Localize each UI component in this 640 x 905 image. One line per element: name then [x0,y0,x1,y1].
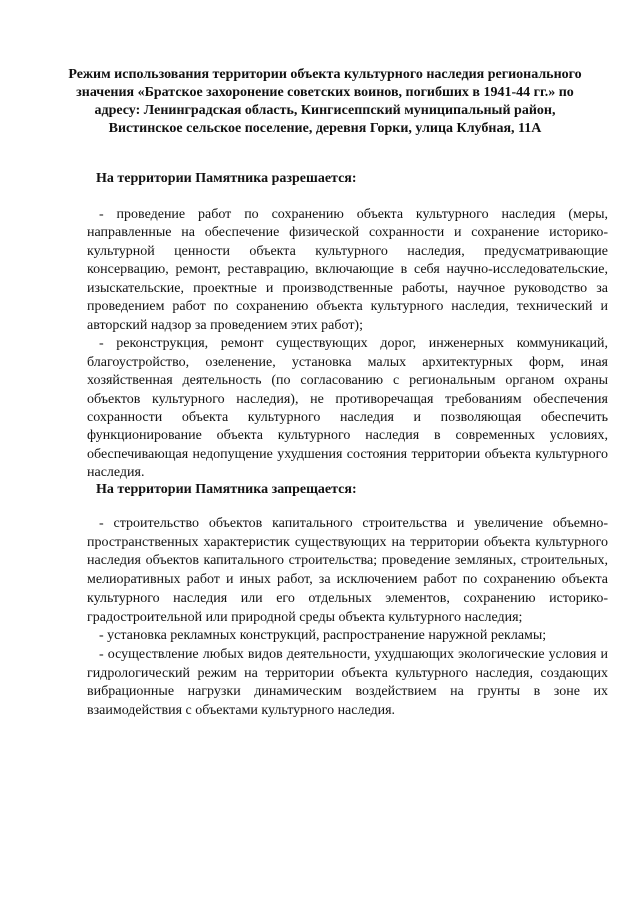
document-title: Режим использования территории объекта культурного наследия регионального значения «Братское захоронение советских воинов, погибших в 1941-44 гг.» по адресу: Ленинградская область, Кингисеппский муниципальный район, Вистинское сельское поселение, деревня Горки, улица Клубная, 11А [68,67,582,136]
allowed-item: - реконструкция, ремонт существующих дорог, инженерных коммуникаций, благоустройство, озеленение, установка малых архитектурных форм, иная хозяйственная деятельность (по согласованию с региональным органом охраны объектов культурного наследия), не противоречащая требованиям обеспечения сохранности объекта культурного наследия и позволяющая обеспечить функционирование объекта культурного наследия в современных условиях, обеспечивающая недопущение ухудшения состояния территории объекта культурного наследия. [87,336,608,481]
allowed-items-list [87,206,608,483]
forbidden-item: - осуществление любых видов деятельности, ухудшающих экологические условия и гидрологический режим на территории объекта культурного наследия, создающих вибрационные нагрузки динамическим воздействием на грунты в зоне их взаимодействия с объектами культурного наследия. [87,646,608,719]
allowed-section-heading: На территории Памятника разрешается: [96,171,357,186]
forbidden-item: - строительство объектов капитального строительства и увеличение объемно-пространственных характеристик существующих на территории объекта культурного наследия объектов капитального строительства; проведение земляных, строительных, мелиоративных работ и иных работ, за исключением работ по сохранению объекта культурного наследия или его отдельных элементов, сохранению историко-градостроительной или природной среды объекта культурного наследия; [87,516,608,625]
allowed-item: - проведение работ по сохранению объекта культурного наследия (меры, направленные на обеспечение физической сохранности и сохранение историко-культурной ценности объекта культурного наследия, предусматривающие консервацию, ремонт, реставрацию, включающие в себя научно-исследовательские, изыскательские, проектные и производственные работы, научное руководство за проведением работ по сохранению объекта культурного наследия, технический и авторский надзор за проведением этих работ); [87,207,608,333]
forbidden-section-heading: На территории Памятника запрещается: [96,482,357,497]
forbidden-items-list [87,515,608,721]
forbidden-item: - установка рекламных конструкций, распространение наружной рекламы; [99,628,547,644]
